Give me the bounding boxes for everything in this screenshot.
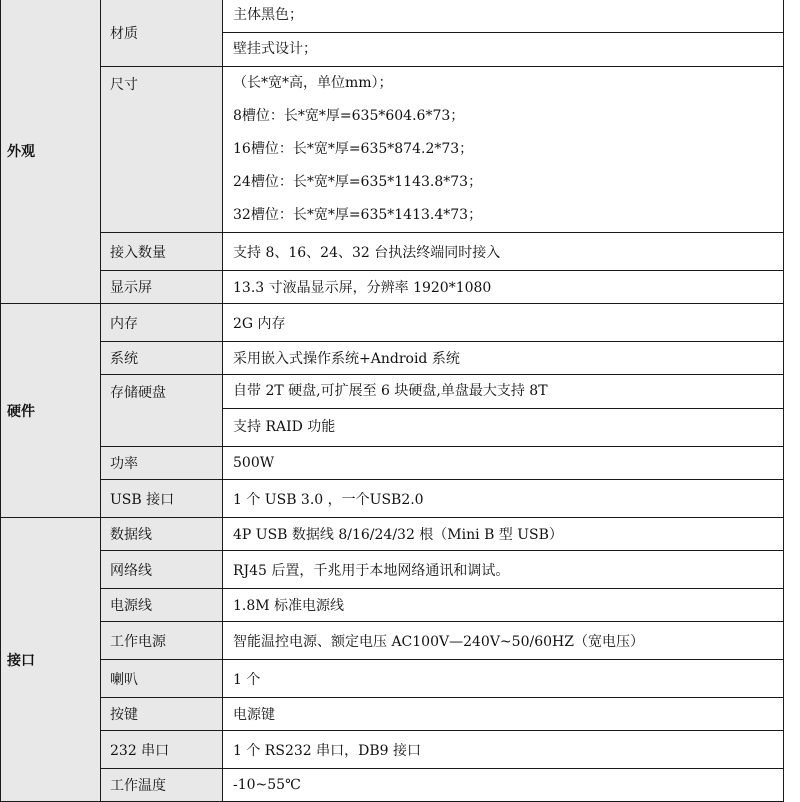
item-material: 材质 — [101, 0, 223, 67]
value-memory: 2G 内存 — [223, 304, 784, 342]
value-storage-2: 支持 RAID 功能 — [223, 409, 784, 447]
value-serial-port: 1 个 RS232 串口，DB9 接口 — [223, 731, 784, 769]
item-network-cable: 网络线 — [101, 551, 223, 589]
item-data-cable: 数据线 — [101, 518, 223, 551]
value-size: （长*宽*高，单位mm）； 8槽位：长*宽*厚=635*604.6*73； 16槽位：长*宽*厚=635*874.2*73； 24槽位：长*宽*厚=635*1143.8*73； 32槽位：长*宽*厚=635*1413.4*73； — [223, 67, 784, 233]
category-hardware: 硬件 — [1, 304, 101, 518]
value-display: 13.3 寸液晶显示屏，分辨率 1920*1080 — [223, 271, 784, 304]
value-material-1: 主体黑色； — [223, 0, 784, 33]
item-working-temp: 工作温度 — [101, 769, 223, 802]
category-interface: 接口 — [1, 518, 101, 802]
item-speaker: 喇叭 — [101, 660, 223, 698]
value-system: 采用嵌入式操作系统+Android 系统 — [223, 342, 784, 375]
value-network-cable: RJ45 后置，千兆用于本地网络通讯和调试。 — [223, 551, 784, 589]
item-display: 显示屏 — [101, 271, 223, 304]
item-power-cable: 电源线 — [101, 589, 223, 622]
table-row — [1, 622, 784, 660]
value-working-temp: -10~55℃ — [223, 769, 784, 802]
item-storage: 存储硬盘 — [101, 375, 223, 447]
table-row — [1, 660, 784, 698]
table-row — [1, 480, 784, 518]
table-row — [1, 698, 784, 731]
category-appearance: 外观 — [1, 0, 101, 304]
value-data-cable: 4P USB 数据线 8/16/24/32 根（Mini B 型 USB） — [223, 518, 784, 551]
value-power: 500W — [223, 447, 784, 480]
item-access-count: 接入数量 — [101, 233, 223, 271]
item-system: 系统 — [101, 342, 223, 375]
table-row — [1, 589, 784, 622]
table-row — [1, 769, 784, 802]
item-power: 功率 — [101, 447, 223, 480]
value-storage-1: 自带 2T 硬盘,可扩展至 6 块硬盘,单盘最大支持 8T — [223, 375, 784, 409]
value-usb-port: 1 个 USB 3.0 ，一个USB2.0 — [223, 480, 784, 518]
value-working-power: 智能温控电源、额定电压 AC100V—240V~50/60HZ（宽电压） — [223, 622, 784, 660]
item-usb-port: USB 接口 — [101, 480, 223, 518]
table-row — [1, 233, 784, 271]
item-memory: 内存 — [101, 304, 223, 342]
table-row — [1, 447, 784, 480]
table-row — [1, 304, 784, 342]
item-working-power: 工作电源 — [101, 622, 223, 660]
table-row — [1, 551, 784, 589]
table-row — [1, 0, 784, 33]
value-power-cable: 1.8M 标准电源线 — [223, 589, 784, 622]
table-row — [1, 67, 784, 109]
table-row — [1, 518, 784, 551]
value-access-count: 支持 8、16、24、32 台执法终端同时接入 — [223, 233, 784, 271]
item-button: 按键 — [101, 698, 223, 731]
value-button: 电源键 — [223, 698, 784, 731]
table-row — [1, 342, 784, 375]
item-size: 尺寸 — [101, 67, 223, 233]
table-row — [1, 271, 784, 304]
value-material-2: 壁挂式设计； — [223, 33, 784, 67]
value-speaker: 1 个 — [223, 660, 784, 698]
item-serial-port: 232 串口 — [101, 731, 223, 769]
table-row — [1, 731, 784, 769]
table-row — [1, 375, 784, 409]
